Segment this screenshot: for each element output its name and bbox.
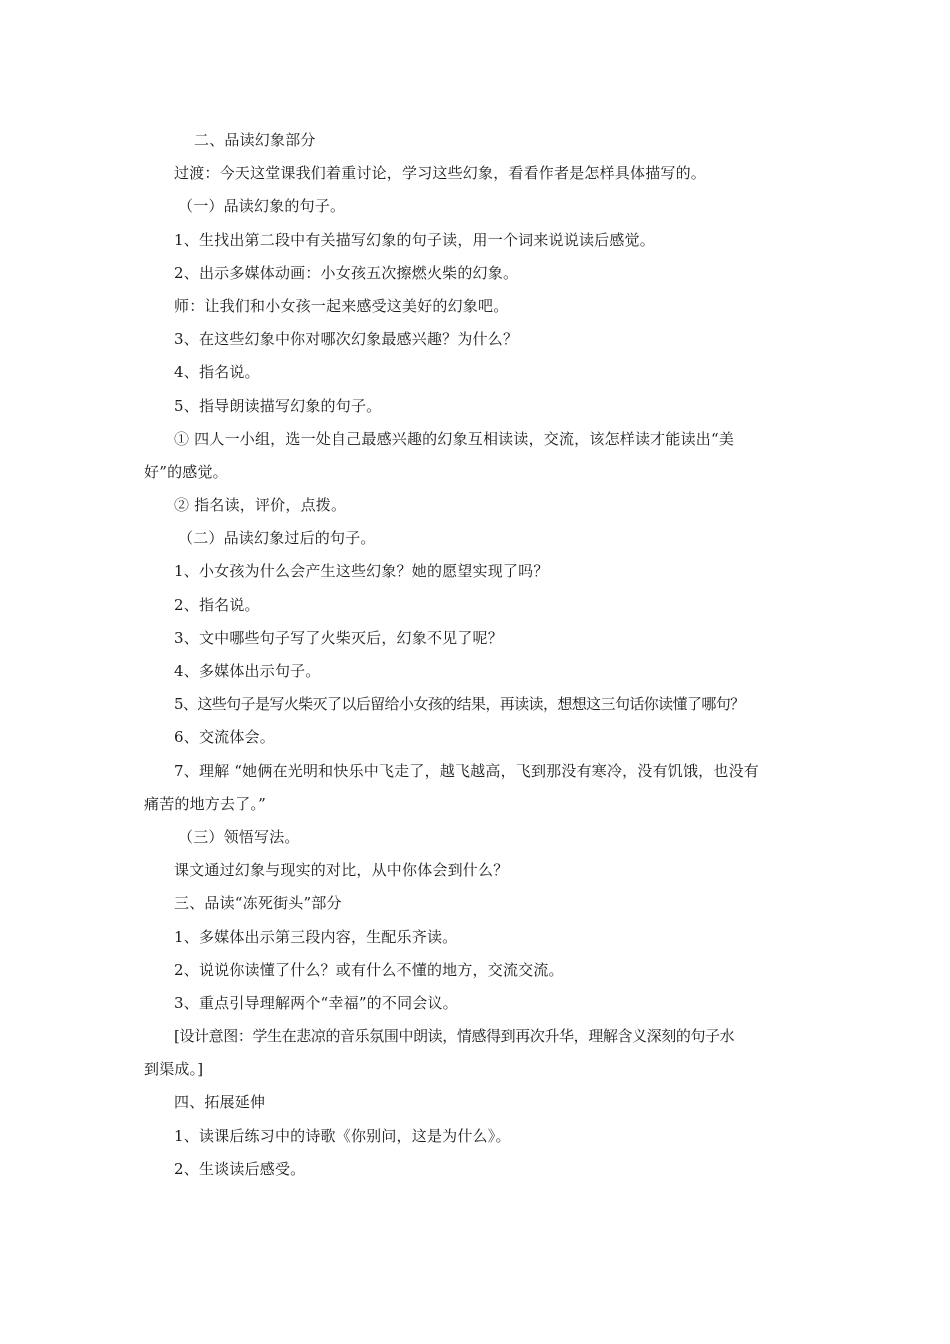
section-heading-2: 二、品读幻象部分	[194, 131, 316, 149]
paragraph-continuation: 到渠成。]	[144, 1060, 204, 1079]
paragraph-item: 1、读课后练习中的诗歌《你别问，这是为什么》。	[174, 1126, 511, 1145]
subsection-heading-1: （一）品读幻象的句子。	[178, 197, 346, 216]
paragraph-item: 1、小女孩为什么会产生这些幻象？她的愿望实现了吗？	[174, 562, 549, 581]
paragraph-transition: 过渡：今天这堂课我们着重讨论，学习这些幻象，看看作者是怎样具体描写的。	[174, 164, 707, 183]
section-heading-4: 四、拓展延伸	[174, 1093, 266, 1112]
section-heading-3: 三、品读“冻死街头”部分	[174, 894, 342, 913]
paragraph-continuation: 痛苦的地方去了。”	[144, 794, 266, 813]
paragraph-item: 5、指导朗读描写幻象的句子。	[174, 396, 382, 415]
paragraph-item: 6、交流体会。	[174, 728, 275, 747]
paragraph-item: 2、生谈读后感受。	[174, 1159, 306, 1178]
paragraph-item: ② 指名读，评价，点拨。	[174, 496, 347, 515]
paragraph-item: 1、多媒体出示第三段内容，生配乐齐读。	[174, 927, 458, 946]
paragraph-item: 3、在这些幻象中你对哪次幻象最感兴趣？为什么？	[174, 330, 519, 349]
paragraph-item: 2、指名说。	[174, 595, 260, 614]
paragraph-item: 5、这些句子是写火柴灭了以后留给小女孩的结果，再读读，想想这三句话你读懂了哪句？	[174, 695, 745, 714]
paragraph-item: 4、多媒体出示句子。	[174, 662, 321, 680]
paragraph-item: 1、生找出第二段中有关描写幻象的句子读，用一个词来说说读后感觉。	[174, 230, 655, 249]
paragraph-item: 课文通过幻象与现实的对比，从中你体会到什么？	[174, 861, 509, 880]
paragraph-continuation: 好”的感觉。	[144, 462, 228, 481]
paragraph-item: 4、指名说。	[174, 363, 260, 382]
document-body	[144, 124, 824, 1186]
paragraph-item: 师：让我们和小女孩一起来感受这美好的幻象吧。	[174, 296, 509, 315]
paragraph-item: 3、文中哪些句子写了火柴灭后，幻象不见了呢？	[174, 628, 503, 647]
design-intent-note: [设计意图：学生在悲凉的音乐氛围中朗读，情感得到再次升华，理解含义深刻的句子水	[174, 1027, 735, 1046]
paragraph-item: 3、重点引导理解两个“幸福”的不同会议。	[174, 993, 458, 1012]
paragraph-item: 2、出示多媒体动画：小女孩五次擦燃火柴的幻象。	[174, 263, 519, 282]
subsection-heading-3: （三）领悟写法。	[178, 827, 300, 846]
paragraph-item: 7、理解 “她俩在光明和快乐中飞走了，越飞越高，飞到那没有寒冷，没有饥饿，也没有	[174, 761, 759, 780]
paragraph-item: ① 四人一小组，选一处自己最感兴趣的幻象互相读读，交流，该怎样读才能读出“美	[174, 429, 735, 448]
subsection-heading-2: （二）品读幻象过后的句子。	[178, 529, 376, 548]
paragraph-item: 2、说说你读懂了什么？或有什么不懂的地方，交流交流。	[174, 960, 564, 979]
